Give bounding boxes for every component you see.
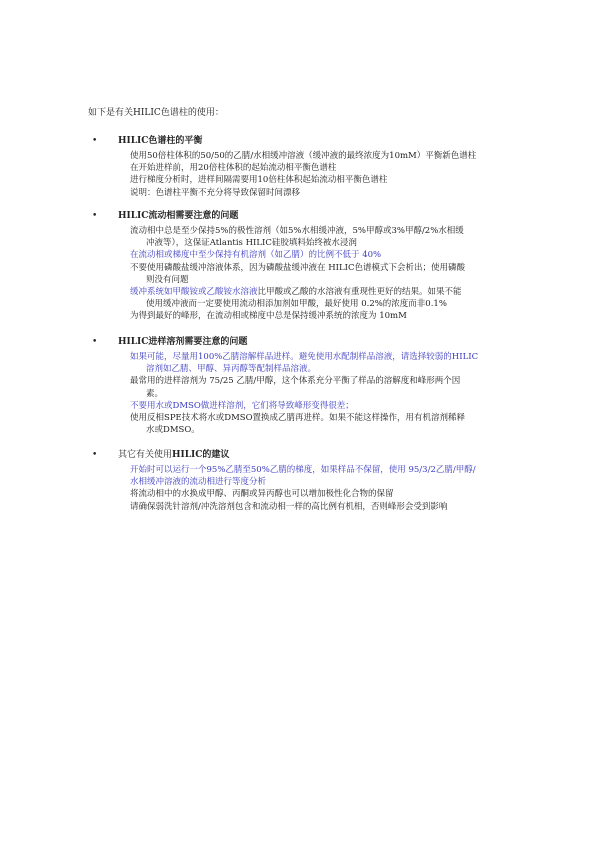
section-heading: HILIC流动相需要注意的问题 xyxy=(118,211,239,221)
bullet-icon: • xyxy=(92,337,98,347)
body-line-mixed xyxy=(130,286,530,298)
body-line: 不要使用磷酸盐缓冲溶液体系，因为磷酸盐缓冲液在 HILIC色谱模式下会析出；使用磷酸 xyxy=(130,262,465,273)
body-line-highlight: 如果可能，尽量用100%乙腈溶解样品进样。避免使用水配制样品溶液，请选择较弱的HILIC xyxy=(130,352,479,362)
body-line-highlight: 缓冲系统如甲酸铵或乙酸铵水溶液 xyxy=(130,287,258,298)
bullet-icon: • xyxy=(92,211,98,221)
section-heading: HILIC色谱柱的平衡 xyxy=(118,136,203,146)
body-line: 则没有问题 xyxy=(146,274,189,285)
body-line-highlight: 水相缓冲溶液的流动相进行等度分析 xyxy=(130,477,267,488)
body-line-highlight: 溶剂如乙腈、甲醇、异丙醇等配制样品溶液。 xyxy=(146,364,317,375)
body-line: 将流动相中的水换成甲醇、丙酮或异丙醇也可以增加极性化合物的保留 xyxy=(130,489,394,500)
body-line: 流动相中总是至少保持5%的极性溶剂（如5%水相缓冲液，5%甲醇或3%甲醇/2%水相缓 xyxy=(130,226,464,236)
body-line: 使用50倍柱体积的50/50的乙腈/水相缓冲溶液（缓冲液的最终浓度为10mM）平衡新色谱柱 xyxy=(130,151,477,161)
body-line: 进行梯度分析时，进样间隔需要用10倍柱体积起始流动相平衡色谱柱 xyxy=(130,175,388,186)
body-line: 请确保弱洗针溶剂/冲洗溶剂包含和流动相一样的高比例有机相，否则峰形会受到影响 xyxy=(130,501,448,512)
body-line: 水或DMSO。 xyxy=(146,425,200,436)
section-body xyxy=(130,464,530,513)
section-body xyxy=(130,351,530,436)
body-line: 比甲酸或乙酸的水溶液有重现性更好的结果。如果不能 xyxy=(257,287,462,298)
section-body xyxy=(130,225,530,323)
section-heading: HILIC进样溶剂需要注意的问题 xyxy=(118,337,248,347)
body-line-highlight: 不要用水或DMSO做进样溶剂，它们将导致峰形变得很差； xyxy=(130,400,354,411)
body-line: 说明：色谱柱平衡不充分将导致保留时间漂移 xyxy=(130,187,301,198)
section-heading xyxy=(118,448,229,462)
body-line: 使用反相SPE技术将水或DMSO置换成乙腈再进样。如果不能这样操作，用有机溶剂稀释 xyxy=(130,413,466,424)
body-line: 在开始进样前，用20倍柱体积的起始流动相平衡色谱柱 xyxy=(130,163,337,174)
body-line: 为得到最好的峰形，在流动相或梯度中总是保持缓冲系统的浓度为 10mM xyxy=(130,311,407,322)
body-line: 使用缓冲液而一定要使用流动相添加剂如甲酸，最好使用 0.2%的浓度而非0.1% xyxy=(146,299,447,310)
bullet-icon: • xyxy=(92,450,98,460)
body-line: 素。 xyxy=(146,388,164,399)
section-body xyxy=(130,150,530,199)
intro-text: 如下是有关HILIC色谱柱的使用： xyxy=(88,108,224,118)
body-line-highlight: 开始时可以运行一个95%乙腈至50%乙腈的梯度，如果样品不保留，使用 95/3/2乙腈/甲醇/ xyxy=(130,465,476,475)
body-line: 冲液等），这保证Atlantis HILIC硅胶填料始终被水浸润 xyxy=(146,238,357,249)
body-line-highlight: 在流动相或梯度中至少保持有机溶剂（如乙腈）的比例不低于 40% xyxy=(130,250,382,261)
body-line: 最常用的进样溶剂为 75/25 乙腈/甲醇，这个体系充分平衡了样品的溶解度和峰形两个因 xyxy=(130,376,461,387)
section-heading-bold: HILIC的建议 xyxy=(172,450,230,460)
bullet-icon: • xyxy=(92,136,98,146)
section-heading-prefix: 其它有关使用 xyxy=(118,450,173,460)
